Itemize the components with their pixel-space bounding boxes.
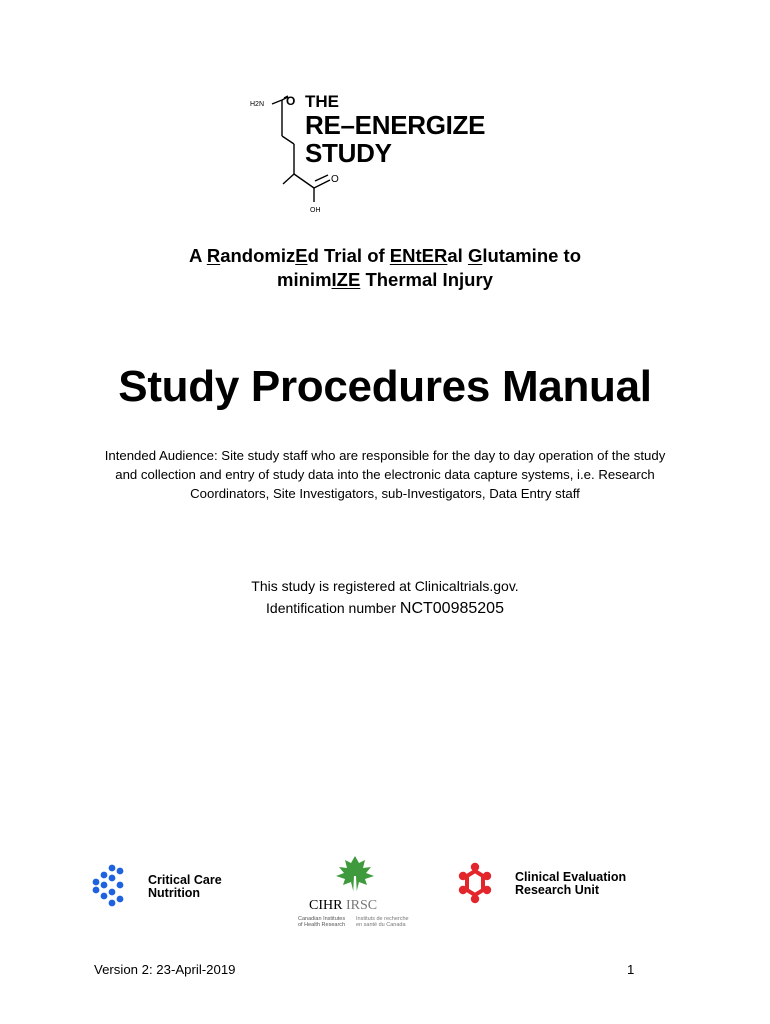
subtitle-text: A: [188, 245, 207, 266]
registration-block: [0, 575, 770, 620]
identification-label: Identification number: [266, 600, 400, 616]
subtitle-underlined: ER: [421, 245, 448, 266]
molecule-label-o-top: O: [286, 94, 296, 108]
ceru-cross-icon: [455, 862, 499, 906]
subtitle-text: al: [447, 245, 468, 266]
version-footer: Version 2: 23-April-2019: [94, 962, 236, 977]
subtitle-underlined: ENt: [389, 245, 422, 266]
page-title: Study Procedures Manual: [118, 362, 652, 411]
irsc-text: IRSC: [345, 898, 378, 913]
cihr-logo: [294, 854, 414, 928]
ccn-line-2: Nutrition: [148, 886, 201, 900]
subtitle-underlined: R: [206, 245, 221, 266]
molecule-label-oh: OH: [310, 207, 321, 214]
intended-audience-text: Intended Audience: Site study staff who are responsible for the day to day operation of the study and collection and entry of study data into the electronic data capture systems, i.e. Research Coordinators, Site Investigators, sub-Investigators, Data Entry staff: [104, 448, 666, 501]
cihr-small-fr: Instituts de recherche en santé du Canada: [356, 916, 409, 928]
registration-line: This study is registered at Clinicaltrials.gov.: [251, 578, 519, 594]
ceru-logo: [455, 862, 645, 908]
maple-tree-icon: [330, 854, 380, 898]
ccn-line-1: Critical Care: [148, 873, 222, 887]
subtitle-text: Thermal Injury: [360, 269, 493, 290]
page-number: 1: [627, 962, 635, 977]
logo-name-text: RE–ENERGIZE: [305, 110, 486, 140]
study-logo: [248, 86, 538, 216]
ceru-line-2: Research Unit: [515, 883, 600, 897]
molecule-label-o-bottom: O: [331, 174, 339, 185]
ccn-dots-icon: [90, 864, 134, 908]
subtitle-underlined: E: [295, 245, 308, 266]
cihr-text: CIHR: [309, 898, 343, 913]
logo-the: THE: [305, 92, 339, 111]
identification-line: [0, 597, 770, 620]
cihr-wordmark: [309, 898, 377, 914]
cihr-small-en: Canadian Institutes of Health Research: [298, 916, 346, 928]
nct-number: NCT00985205: [399, 600, 504, 617]
subtitle-text: d Trial of: [307, 245, 390, 266]
logo-re-energize: [305, 110, 485, 140]
ceru-wordmark: [515, 871, 626, 897]
subtitle-text: andomiz: [220, 245, 296, 266]
critical-care-nutrition-logo: [90, 864, 240, 910]
subtitle-text: minim: [277, 269, 332, 290]
logo-study: STUDY: [305, 138, 392, 168]
subtitle-underlined: G: [467, 245, 483, 266]
subtitle-line-1: [0, 244, 770, 268]
ccn-wordmark: [148, 874, 222, 900]
glutamine-molecule-icon: [248, 86, 538, 216]
subtitle-underlined: IZE: [331, 269, 361, 290]
subtitle-line-2: [0, 268, 770, 292]
subtitle-text: lutamine to: [482, 245, 582, 266]
molecule-label-h2n: H2N: [250, 101, 265, 108]
ceru-line-1: Clinical Evaluation: [515, 870, 627, 884]
